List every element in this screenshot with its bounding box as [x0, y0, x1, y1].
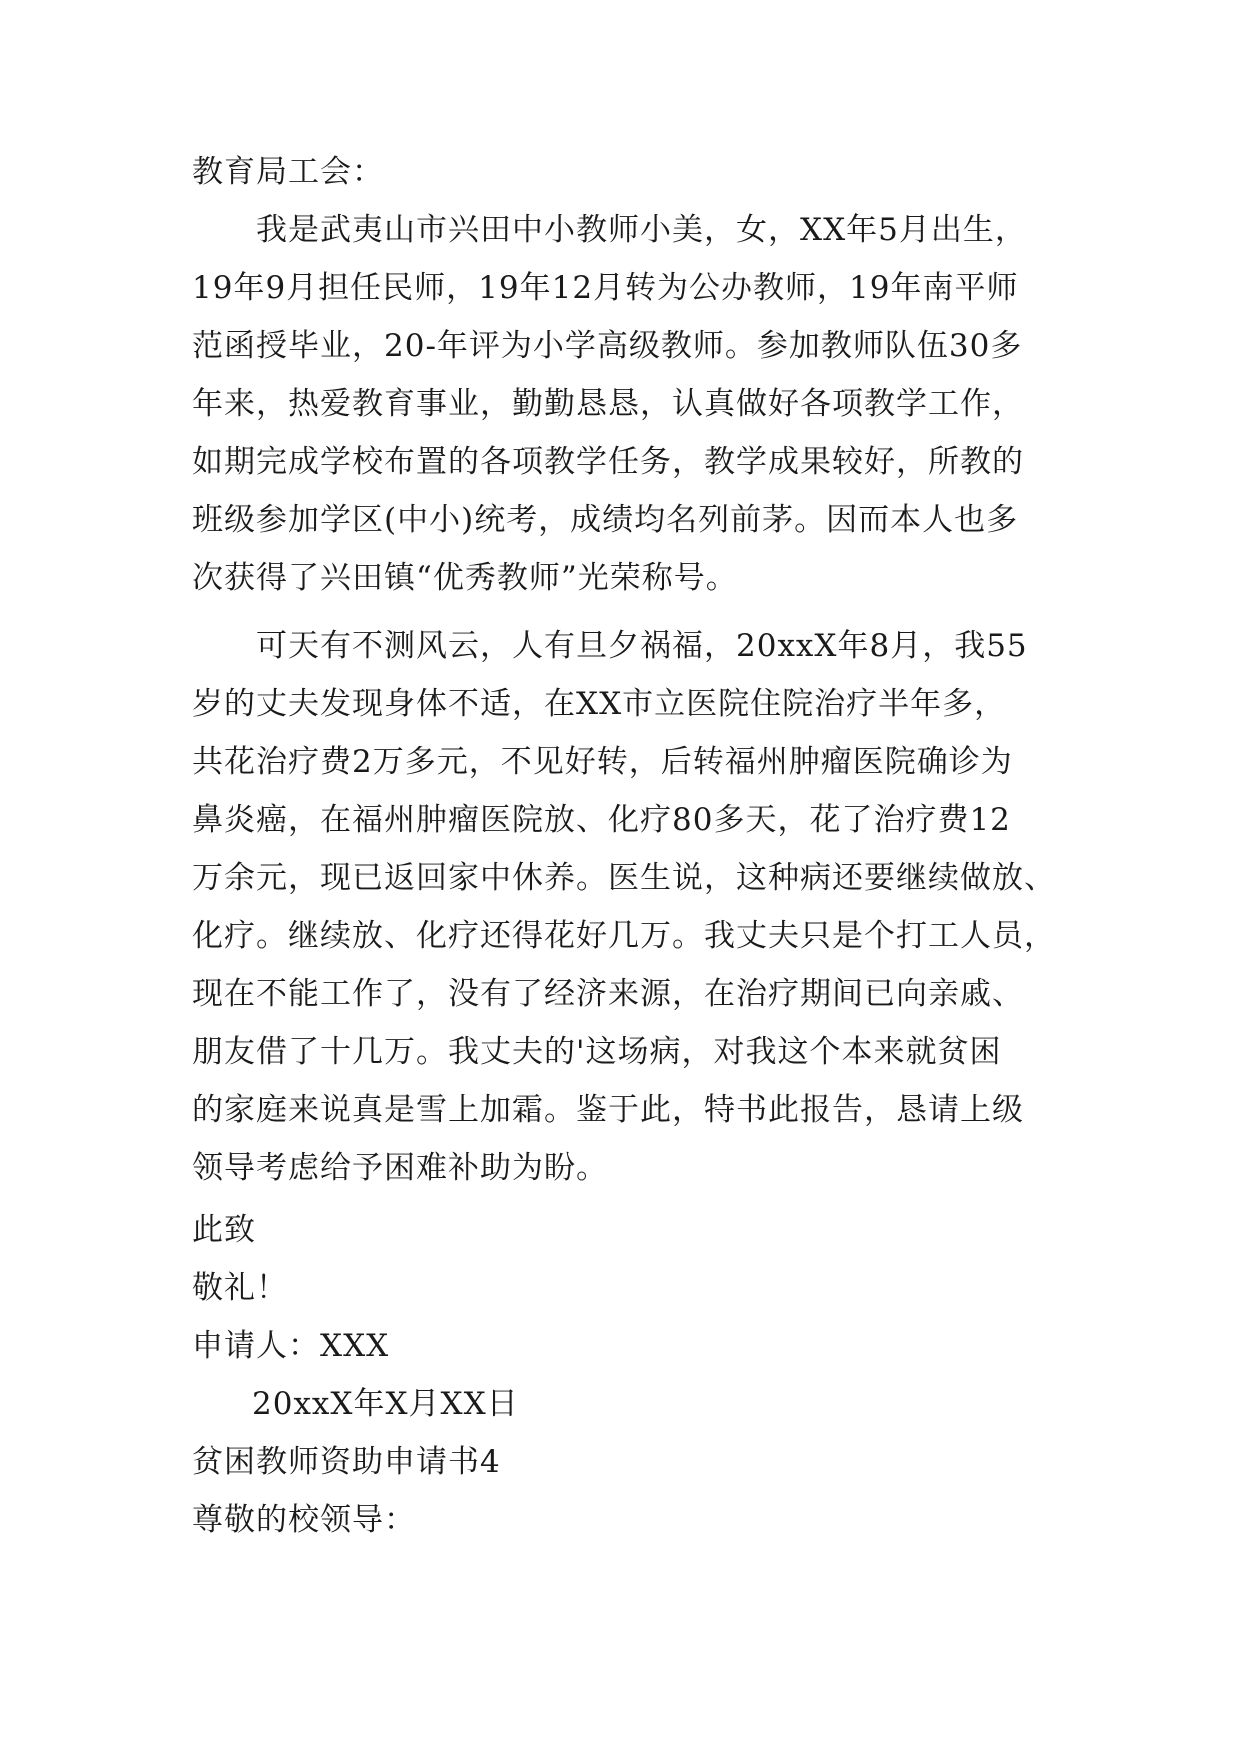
closing-1: 此致	[192, 1212, 256, 1248]
closing-2: 敬礼！	[192, 1270, 288, 1306]
paragraph-2-line-10: 领导考虑给予困难补助为盼。	[192, 1150, 608, 1186]
section-salutation: 尊敬的校领导：	[192, 1502, 416, 1538]
paragraph-1-line-5: 如期完成学校布置的各项教学任务，教学成果较好，所教的	[192, 444, 1024, 480]
paragraph-2-line-6: 化疗。继续放、化疗还得花好几万。我丈夫只是个打工人员，	[192, 918, 1056, 954]
paragraph-1-line-1: 我是武夷山市兴田中小教师小美，女，XX年5月出生，	[256, 212, 1027, 248]
date: 20xxX年X月XX日	[252, 1386, 519, 1422]
paragraph-2-line-1: 可天有不测风云，人有旦夕祸福，20xxX年8月，我55	[256, 628, 1028, 664]
paragraph-2-line-7: 现在不能工作了，没有了经济来源，在治疗期间已向亲戚、	[192, 976, 1024, 1012]
paragraph-1-line-2: 19年9月担任民师，19年12月转为公办教师，19年南平师	[192, 270, 1019, 306]
section-title: 贫困教师资助申请书4	[192, 1444, 501, 1480]
paragraph-2-line-4: 鼻炎癌，在福州肿瘤医院放、化疗80多天，花了治疗费12	[192, 802, 1011, 838]
paragraph-2-line-2: 岁的丈夫发现身体不适，在XX市立医院住院治疗半年多，	[192, 686, 1007, 722]
paragraph-2-line-9: 的家庭来说真是雪上加霜。鉴于此，特书此报告，恳请上级	[192, 1092, 1024, 1128]
paragraph-2-line-3: 共花治疗费2万多元，不见好转，后转福州肿瘤医院确诊为	[192, 744, 1013, 780]
paragraph-1-line-6: 班级参加学区(中小)统考，成绩均名列前茅。因而本人也多	[192, 502, 1019, 538]
paragraph-1-line-4: 年来，热爱教育事业，勤勤恳恳，认真做好各项教学工作，	[192, 386, 1024, 422]
paragraph-2-line-8: 朋友借了十几万。我丈夫的'这场病，对我这个本来就贫困	[192, 1034, 1002, 1070]
paragraph-2-line-5: 万余元，现已返回家中休养。医生说，这种病还要继续做放、	[192, 860, 1056, 896]
paragraph-1-line-7: 次获得了兴田镇“优秀教师”光荣称号。	[192, 560, 738, 596]
paragraph-1-line-3: 范函授毕业，20-年评为小学高级教师。参加教师队伍30多	[192, 328, 1023, 364]
salutation: 教育局工会：	[192, 154, 384, 190]
applicant: 申请人：XXX	[192, 1328, 390, 1364]
